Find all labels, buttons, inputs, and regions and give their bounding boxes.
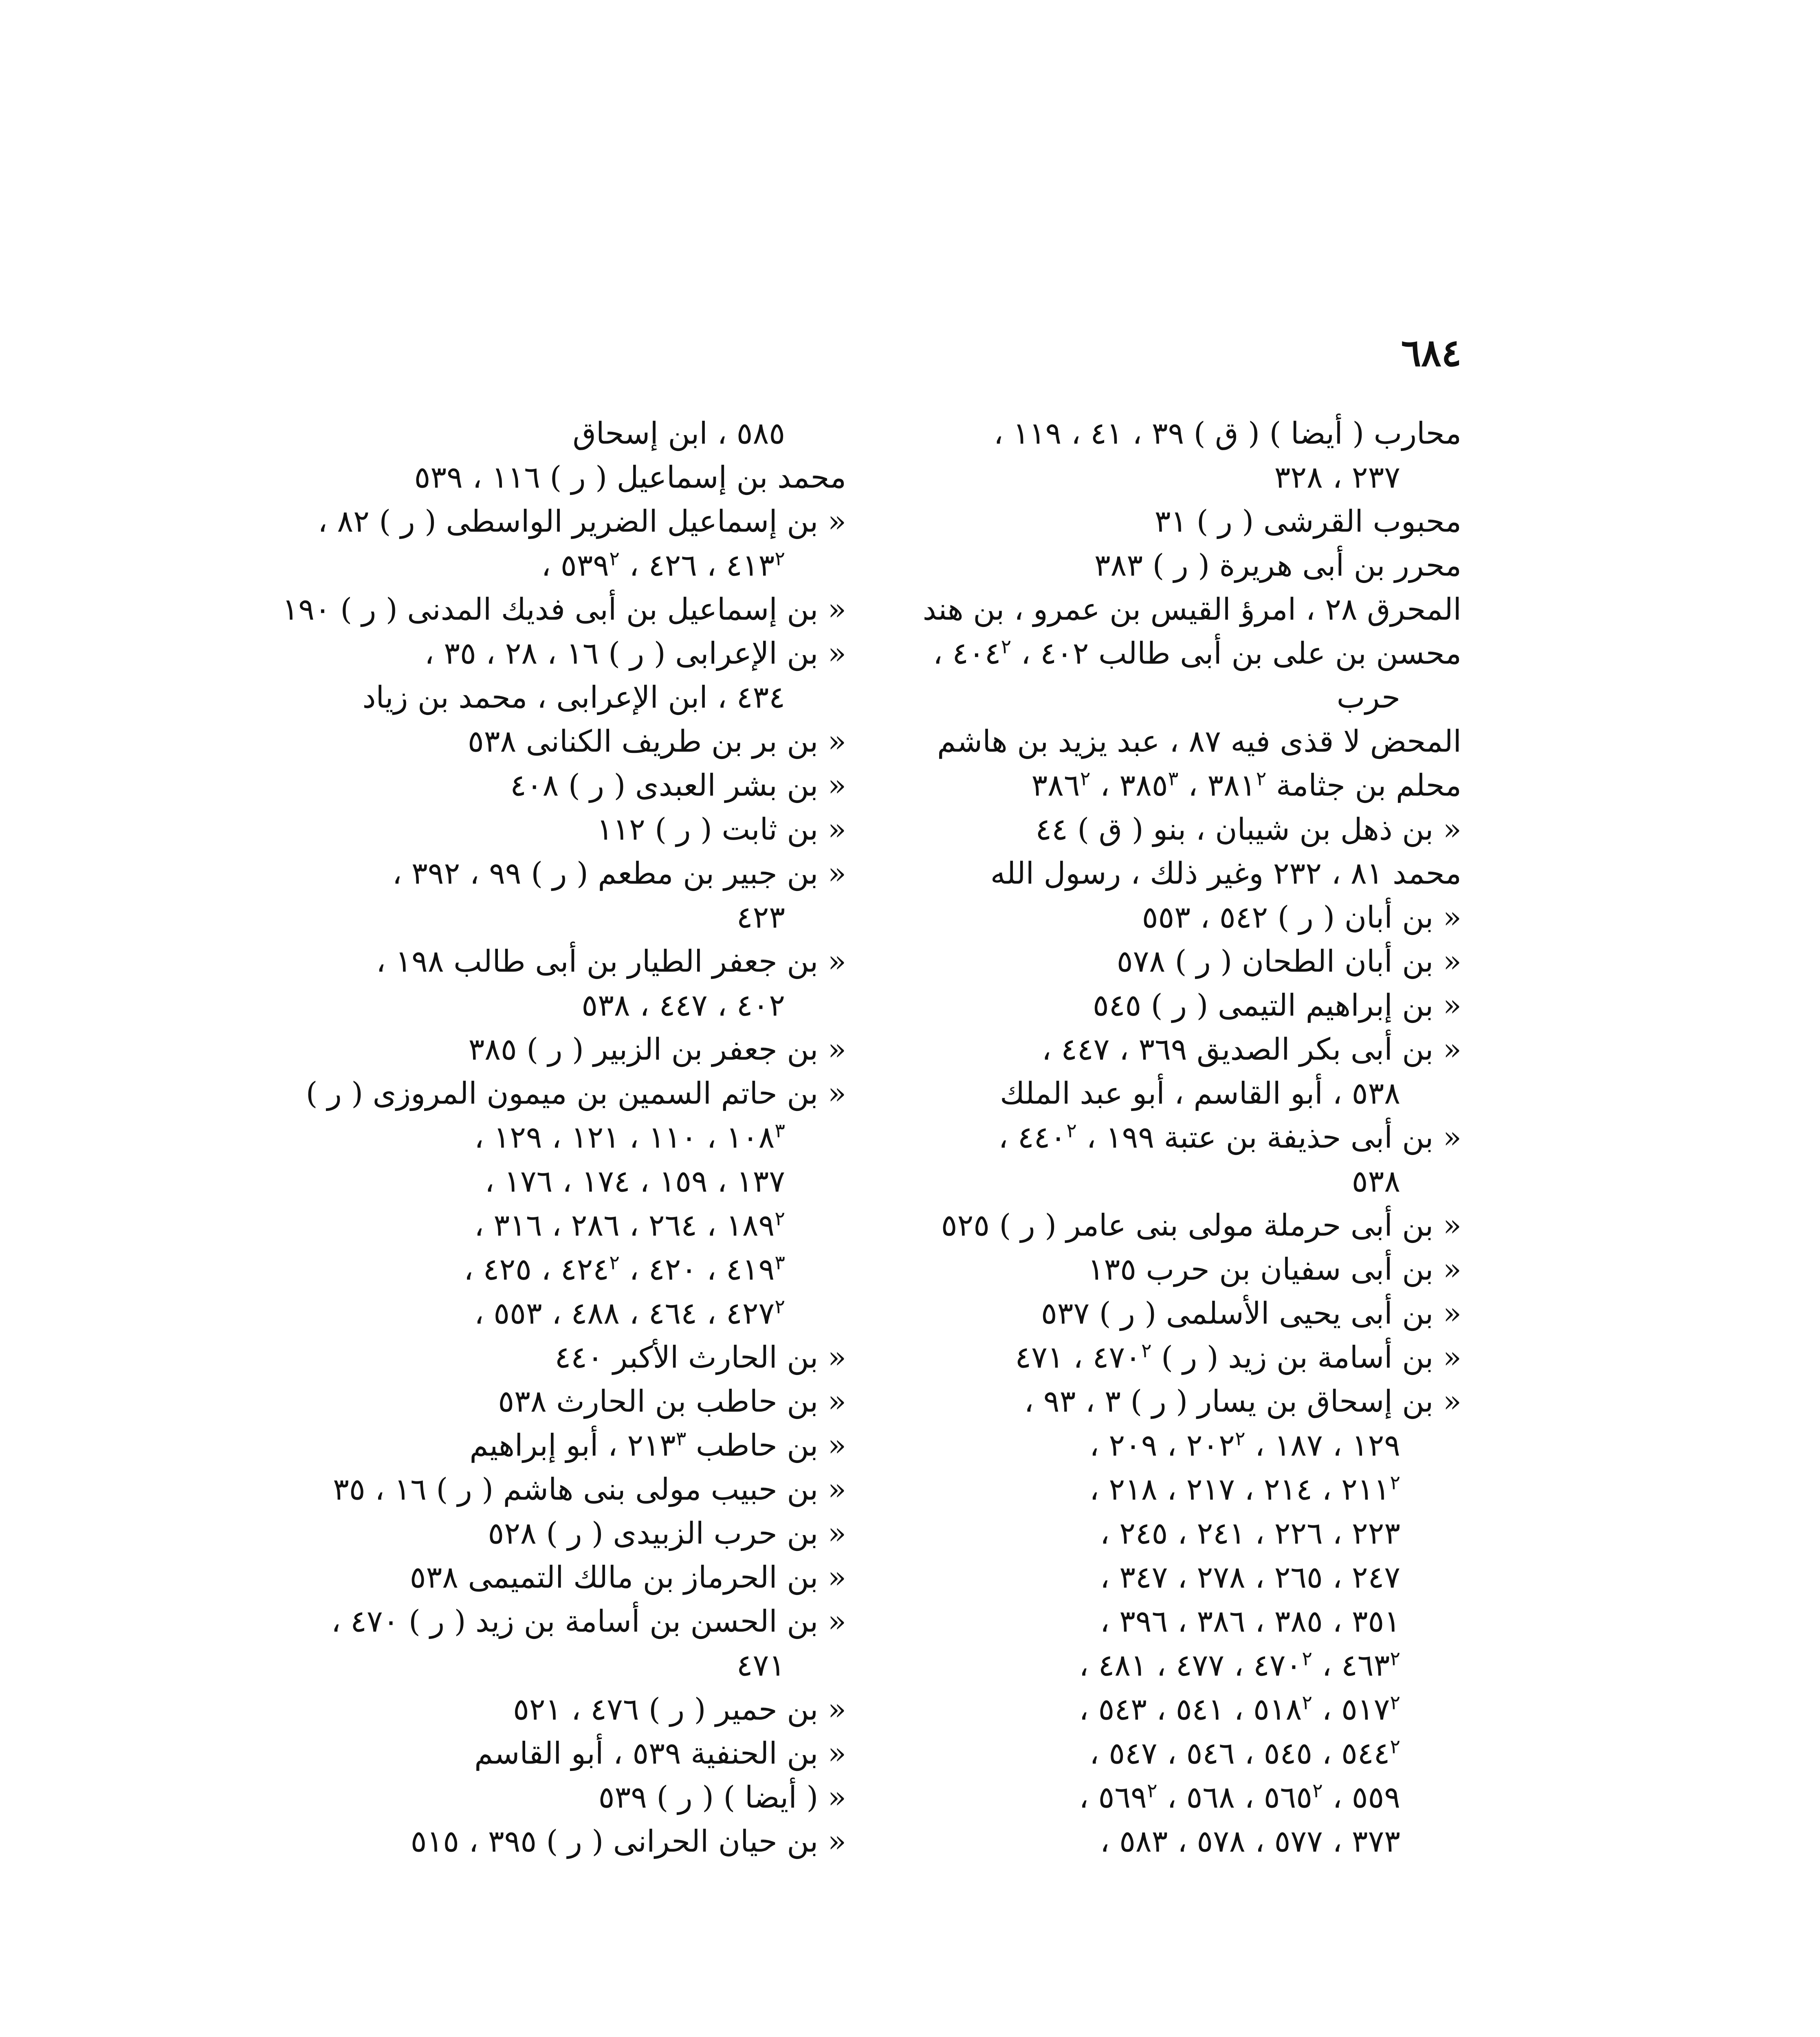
index-line: $٤١٩^٣$ ، ٤٢٠ ، $٤٢٤^٢$ ، ٤٢٥ ، [464, 1251, 785, 1287]
index-line: $٤٢٧^٢$ ، ٤٦٤ ، ٤٨٨ ، ٥٥٣ ، [474, 1295, 785, 1331]
superscript-count: ٢ [775, 1207, 785, 1230]
index-line: « بن الحنفية ٥٣٩ ، أبو القاسم [474, 1736, 846, 1771]
index-line: « بن بر بن طريف الكنانى ٥٣٨ [468, 724, 846, 759]
index-line: « بن حاتم السمين بن ميمون المروزى ( ر ) [306, 1076, 846, 1111]
index-line: ٥٣٨ ، أبو القاسم ، أبو عبد الملك [1000, 1076, 1400, 1111]
index-line: « بن أبى سفيان بن حرب ١٣٥ [1087, 1252, 1461, 1287]
index-line: « بن أبى يحيى الأسلمى ( ر ) ٥٣٧ [1041, 1296, 1461, 1331]
index-line: ٢٣٧ ، ٣٢٨ [1274, 460, 1400, 495]
index-line: محمد بن إسماعيل ( ر ) ١١٦ ، ٥٣٩ [414, 460, 846, 495]
index-line: $١٠٨^٣$ ، ١١٠ ، ١٢١ ، ١٢٩ ، [474, 1119, 785, 1155]
index-line: « بن حمير ( ر ) ٤٧٦ ، ٥٢١ [513, 1692, 846, 1727]
superscript-count: ٢ [1256, 767, 1267, 790]
index-line: المحض لا قذى فيه ٨٧ ، عبد يزيد بن هاشم [937, 724, 1461, 759]
index-line: « بن الإعرابى ( ر ) ١٦ ، ٢٨ ، ٣٥ ، [424, 636, 846, 671]
superscript-count: ٢ [1302, 1647, 1313, 1670]
index-line: « بن أبى حرملة مولى بنى عامر ( ر ) ٥٢٥ [941, 1208, 1461, 1243]
superscript-count: ٢ [1390, 1647, 1400, 1670]
superscript-count: ٢ [1302, 1691, 1313, 1714]
superscript-count: ٢ [1390, 1735, 1400, 1758]
index-line: ٤٧١ [736, 1648, 785, 1683]
index-line: ٣٥١ ، ٣٨٥ ، ٣٨٦ ، ٣٩٦ ، [1100, 1604, 1400, 1639]
index-line: « بن ثابت ( ر ) ١١٢ [596, 812, 846, 847]
index-line: « بن حاطب بن الحارث ٥٣٨ [498, 1384, 846, 1419]
superscript-count: ٣ [775, 1119, 785, 1142]
index-column-right [899, 411, 1461, 1863]
superscript-count: ٣ [676, 1427, 687, 1450]
superscript-count: ٢ [1141, 1339, 1152, 1362]
index-line: ٢٢٣ ، ٢٢٦ ، ٢٤١ ، ٢٤٥ ، [1100, 1516, 1400, 1551]
index-line: محبوب القرشى ( ر ) ٣١ [1154, 504, 1461, 539]
superscript-count: ٣ [1168, 767, 1179, 790]
index-line: المحرق ٢٨ ، امرؤ القيس بن عمرو ، بن هند [922, 592, 1461, 627]
index-line: « بن ذهل بن شيبان ، بنو ( ق ) ٤٤ [1035, 812, 1461, 847]
index-line: « بن الحسن بن أسامة بن زيد ( ر ) ٤٧٠ ، [331, 1604, 846, 1639]
index-line: $١٨٩^٢$ ، ٢٦٤ ، ٢٨٦ ، ٣١٦ ، [474, 1207, 785, 1243]
index-line: محرر بن أبى هريرة ( ر ) ٣٨٣ [1094, 548, 1461, 583]
index-line: ٤٠٢ ، ٤٤٧ ، ٥٣٨ [581, 988, 785, 1023]
index-line: ٥٨٥ ، ابن إسحاق [572, 416, 785, 451]
index-line: « بن إسحاق بن يسار ( ر ) ٣ ، ٩٣ ، [1024, 1384, 1461, 1419]
superscript-count: ٢ [1147, 1779, 1158, 1802]
index-line: $٥٤٤^٢$ ، ٥٤٥ ، ٥٤٦ ، ٥٤٧ ، [1089, 1735, 1400, 1771]
index-line: « بن أبان الطحان ( ر ) ٥٧٨ [1116, 944, 1461, 979]
index-line: « بن حبيب مولى بنى هاشم ( ر ) ١٦ ، ٣٥ [333, 1472, 846, 1507]
index-line: محسن بن على بن أبى طالب ٤٠٢ ، $٤٠٤^٢$ ، [933, 635, 1461, 671]
index-line: محارب ( أيضا ) ( ق ) ٣٩ ، ٤١ ، ١١٩ ، [993, 416, 1461, 451]
superscript-count: ٢ [1080, 767, 1091, 790]
index-line: « بن أبان ( ر ) ٥٤٢ ، ٥٥٣ [1142, 900, 1461, 935]
index-line: « بن الحرماز بن مالك التميمى ٥٣٨ [409, 1560, 846, 1595]
index-line: « بن الحارث الأكبر ٤٤٠ [555, 1340, 846, 1375]
index-line: « بن أبى حذيفة بن عتبة ١٩٩ ، $٤٤٠^٢$ ، [998, 1119, 1461, 1155]
index-line: « بن حيان الحرانى ( ر ) ٣٩٥ ، ٥١٥ [410, 1824, 846, 1859]
index-line: ٤٢٣ [736, 900, 785, 935]
index-line: « بن أبى بكر الصديق ٣٦٩ ، ٤٤٧ ، [1041, 1032, 1461, 1067]
index-line: محمد ٨١ ، ٢٣٢ وغير ذلك ، رسول الله [990, 856, 1461, 891]
index-line: $٤١٣^٢$ ، ٤٢٦ ، $٥٣٩^٢$ ، [541, 547, 785, 583]
index-line: ٥٥٩ ، $٥٦٥^٢$ ، ٥٦٨ ، $٥٦٩^٢$ ، [1079, 1779, 1400, 1815]
index-line: « بن إبراهيم التيمى ( ر ) ٥٤٥ [1093, 988, 1461, 1023]
superscript-count: ٢ [775, 547, 785, 570]
index-line: « بن بشر العبدى ( ر ) ٤٠٨ [510, 768, 846, 803]
page-number: ٦٨٤ [1401, 331, 1461, 375]
index-line: « بن جبير بن مطعم ( ر ) ٩٩ ، ٣٩٢ ، [392, 856, 846, 891]
superscript-count: ٢ [1390, 1691, 1400, 1714]
index-line: « بن حرب الزبيدى ( ر ) ٥٢٨ [488, 1516, 846, 1551]
index-line: « بن حاطب $٢١٣^٣$ ، أبو إبراهيم [469, 1427, 846, 1463]
index-line: $٥١٧^٢$ ، $٥١٨^٢$ ، ٥٤١ ، ٥٤٣ ، [1079, 1691, 1400, 1727]
index-line: ٢٤٧ ، ٢٦٥ ، ٢٧٨ ، ٣٤٧ ، [1100, 1560, 1400, 1595]
superscript-count: ٢ [1312, 1779, 1323, 1802]
index-line: « بن إسماعيل بن أبى فديك المدنى ( ر ) ١٩٠ [282, 592, 846, 627]
index-line: ١٣٧ ، ١٥٩ ، ١٧٤ ، ١٧٦ ، [484, 1164, 785, 1199]
superscript-count: ٢ [609, 1251, 620, 1274]
superscript-count: ٣ [775, 1251, 785, 1274]
index-line: ١٢٩ ، ١٨٧ ، $٢٠٢^٢$ ، ٢٠٩ ، [1089, 1427, 1400, 1463]
superscript-count: ٢ [1066, 1119, 1077, 1142]
index-line: $٤٦٣^٢$ ، $٤٧٠^٢$ ، ٤٧٧ ، ٤٨١ ، [1079, 1647, 1400, 1683]
index-line: « بن إسماعيل الضرير الواسطى ( ر ) ٨٢ ، [318, 504, 846, 539]
superscript-count: ٢ [1390, 1471, 1400, 1494]
index-line: $٢١١^٢$ ، ٢١٤ ، ٢١٧ ، ٢١٨ ، [1089, 1471, 1400, 1507]
superscript-count: ٢ [1235, 1427, 1246, 1450]
index-line: « بن جعفر الطيار بن أبى طالب ١٩٨ ، [376, 944, 846, 979]
index-line: « ( أيضا ) ( ر ) ٥٣٩ [598, 1780, 846, 1815]
superscript-count: ٢ [609, 547, 620, 570]
index-line: حرب [1336, 680, 1400, 715]
superscript-count: ٢ [775, 1295, 785, 1318]
index-line: ٤٣٤ ، ابن الإعرابى ، محمد بن زياد [362, 680, 785, 715]
index-line: ٥٣٨ [1351, 1164, 1400, 1199]
index-line: محلم بن جثامة $٣٨١^٢$ ، $٣٨٥^٣$ ، $٣٨٦^٢$ [1031, 767, 1461, 803]
index-line: ٣٧٣ ، ٥٧٧ ، ٥٧٨ ، ٥٨٣ ، [1100, 1824, 1400, 1859]
superscript-count: ٢ [1001, 635, 1012, 658]
index-column-left [268, 411, 846, 1863]
index-line: « بن جعفر بن الزبير ( ر ) ٣٨٥ [468, 1032, 846, 1067]
index-line: « بن أسامة بن زيد ( ر ) $٤٧٠^٢$ ، ٤٧١ [1015, 1339, 1461, 1375]
